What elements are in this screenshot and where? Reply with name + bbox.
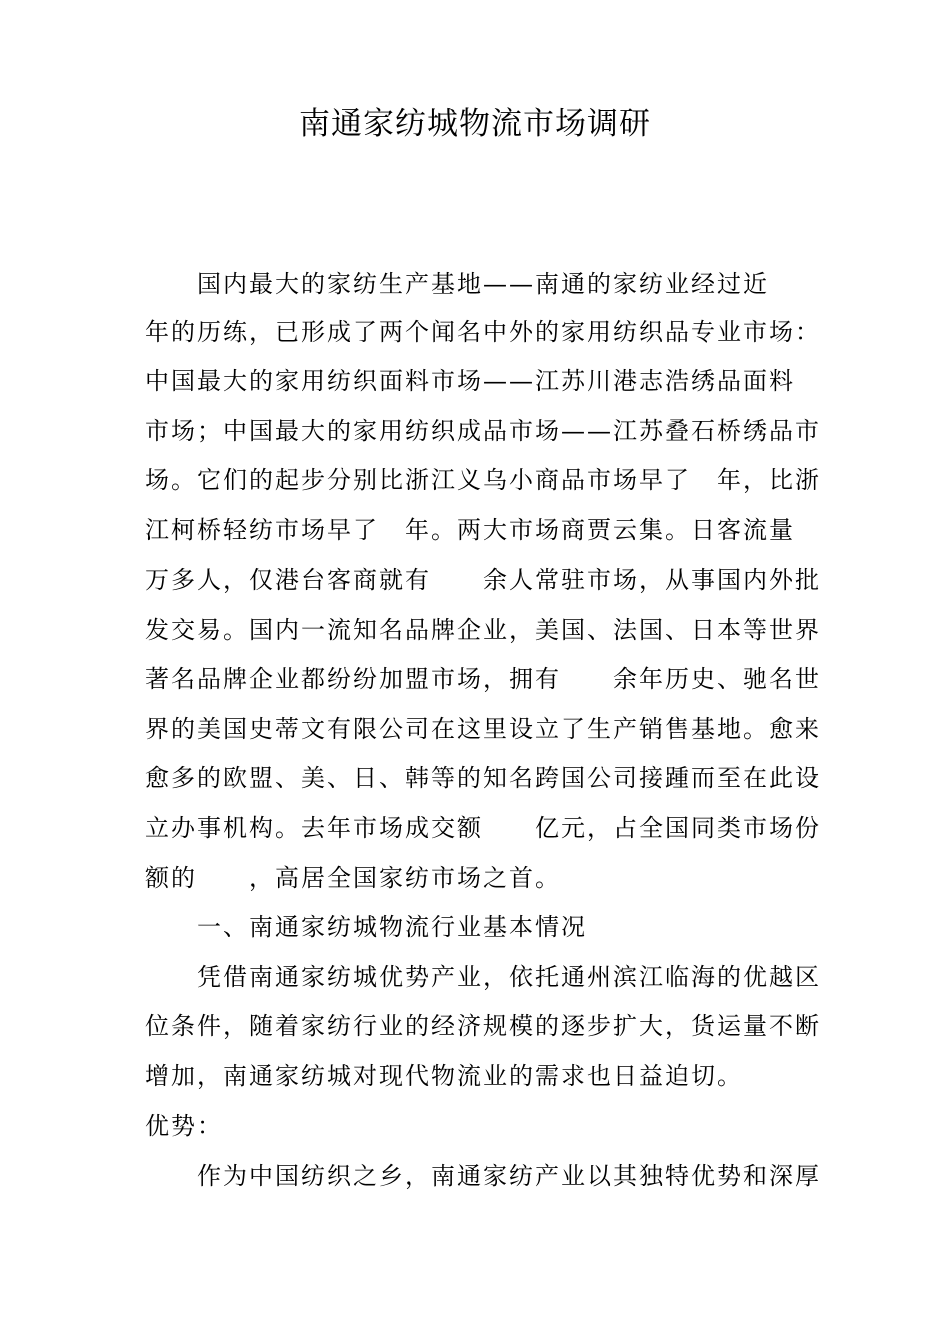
paragraph-line: 万多人，仅港台客商就有 余人常驻市场，从事国内外批 — [145, 566, 821, 594]
paragraph-line: 愈多的欧盟、美、日、韩等的知名跨国公司接踵而至在此设 — [145, 764, 821, 792]
paragraph-line: 凭借南通家纺城优势产业，依托通州滨江临海的优越区 — [145, 963, 821, 991]
paragraph-line: 中国最大的家用纺织面料市场——江苏川港志浩绣品面料 — [145, 367, 795, 395]
document-title: 南通家纺城物流市场调研 — [299, 106, 651, 142]
paragraph-line: 著名品牌企业都纷纷加盟市场，拥有 余年历史、驰名世 — [145, 665, 821, 693]
paragraph-line: 江柯桥轻纺市场早了 年。两大市场商贾云集。日客流量 — [145, 516, 795, 544]
paragraph-line: 年的历练，已形成了两个闻名中外的家用纺织品专业市场： — [145, 318, 821, 346]
paragraph-line: 发交易。国内一流知名品牌企业，美国、法国、日本等世界 — [145, 616, 821, 644]
paragraph-line: 国内最大的家纺生产基地——南通的家纺业经过近 — [145, 270, 769, 298]
paragraph-line: 立办事机构。去年市场成交额 亿元，占全国同类市场份 — [145, 814, 821, 842]
paragraph-line: 增加，南通家纺城对现代物流业的需求也日益迫切。 — [145, 1062, 743, 1090]
paragraph-line: 场。它们的起步分别比浙江义乌小商品市场早了 年，比浙 — [145, 466, 821, 494]
paragraph-line: 位条件，随着家纺行业的经济规模的逐步扩大，货运量不断 — [145, 1012, 821, 1040]
paragraph-line: 界的美国史蒂文有限公司在这里设立了生产销售基地。愈来 — [145, 715, 821, 743]
paragraph-line: 作为中国纺织之乡，南通家纺产业以其独特优势和深厚 — [145, 1162, 821, 1190]
paragraph-line: 额的 ，高居全国家纺市场之首。 — [145, 864, 561, 892]
paragraph-line: 市场；中国最大的家用纺织成品市场——江苏叠石桥绣品市 — [145, 417, 821, 445]
section-heading: 一、南通家纺城物流行业基本情况 — [145, 913, 587, 941]
subheading-label: 优势： — [145, 1112, 223, 1140]
